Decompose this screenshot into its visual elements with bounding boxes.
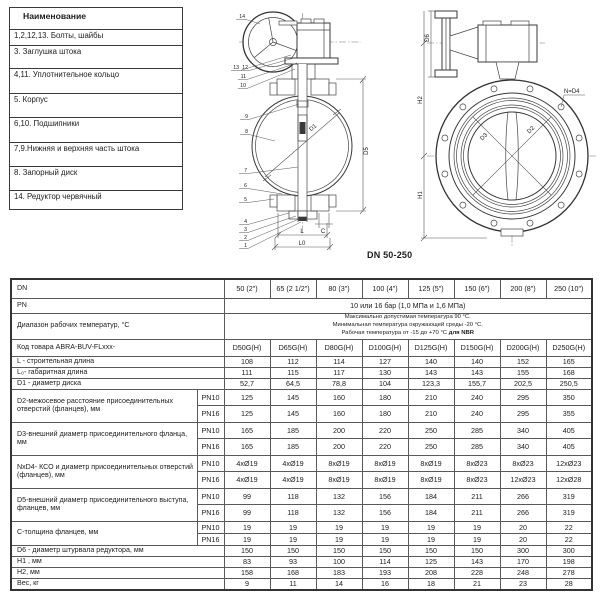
- spec-value: 184: [408, 505, 454, 522]
- spec-row: [11, 578, 592, 590]
- dn-label: DN: [11, 279, 224, 298]
- spec-value: 19: [316, 533, 362, 545]
- legend-item: 14. Редуктор червячный: [10, 191, 183, 210]
- part-label: 13: [233, 65, 239, 71]
- spec-value: 143: [408, 367, 454, 378]
- spec-row-label: Вес, кг: [11, 578, 224, 590]
- legend-item: 5. Корпус: [10, 94, 183, 118]
- valve-stem: [297, 64, 308, 222]
- pn-cell: PN10: [197, 521, 224, 533]
- spec-value: 168: [270, 567, 316, 578]
- spec-value: 240: [454, 389, 500, 406]
- spec-value: 125: [224, 406, 270, 423]
- spec-value: D150G(H): [454, 339, 500, 356]
- dim-label-nd4: N=D4: [564, 89, 580, 95]
- legend-item: 7,9.Нижняя и верхняя часть штока: [10, 143, 183, 167]
- spec-value: 115: [270, 367, 316, 378]
- spec-value: 22: [546, 521, 592, 533]
- dn-row: [11, 279, 592, 298]
- spec-value: 28: [546, 578, 592, 590]
- spec-row-label: Код товара ABRA-BUV-FLxxx-: [11, 339, 224, 356]
- spec-value: 8xØ23: [454, 472, 500, 489]
- spec-value: 9: [224, 578, 270, 590]
- spec-value: 8xØ19: [362, 472, 408, 489]
- dn-value: 80 (3"): [316, 279, 362, 298]
- spec-value: 140: [454, 356, 500, 367]
- spec-value: 248: [500, 567, 546, 578]
- spec-value: 64,5: [270, 378, 316, 389]
- part-label: 3: [244, 227, 247, 233]
- spec-value: 93: [270, 556, 316, 567]
- spec-value: 11: [270, 578, 316, 590]
- dn-value: 125 (5"): [408, 279, 454, 298]
- spec-value: 210: [408, 406, 454, 423]
- spec-value: 19: [454, 533, 500, 545]
- spec-row: [11, 455, 592, 472]
- spec-value: D80G(H): [316, 339, 362, 356]
- temperature-label: Диапазон рабочих температур, °C: [11, 313, 224, 339]
- spec-value: 127: [362, 356, 408, 367]
- dim-label-h1: H1: [418, 191, 424, 199]
- spec-table-body: [11, 339, 592, 590]
- front-view-drawing: [415, 5, 600, 250]
- spec-row-label: L₀- габаритная длина: [11, 367, 224, 378]
- legend-row: [10, 69, 183, 94]
- spec-value: 114: [362, 556, 408, 567]
- spec-value: 12xØ23: [500, 472, 546, 489]
- spec-value: 202,5: [500, 378, 546, 389]
- spec-value: 8xØ19: [316, 472, 362, 489]
- spec-value: 278: [546, 567, 592, 578]
- spec-value: 111: [224, 367, 270, 378]
- spec-value: 4xØ19: [224, 455, 270, 472]
- dn-value: 250 (10"): [546, 279, 592, 298]
- dn-value: 65 (2 1/2"): [270, 279, 316, 298]
- legend-row: [10, 46, 183, 69]
- pn-row: [11, 298, 592, 313]
- spec-row-label: NxD4- КСО и диаметр присоединительных отверстий (фланцев), мм: [11, 455, 197, 488]
- spec-row-label: C-толщина фланцев, мм: [11, 521, 197, 545]
- spec-value: 83: [224, 556, 270, 567]
- part-label: 6: [244, 183, 247, 189]
- pn-cell: PN16: [197, 472, 224, 489]
- spec-table: [10, 278, 593, 591]
- temperature-value: [224, 313, 592, 339]
- pn-cell: PN16: [197, 533, 224, 545]
- spec-value: 19: [270, 521, 316, 533]
- spec-row-label: L - строительная длина: [11, 356, 224, 367]
- side-view-drawing: [215, 5, 420, 265]
- spec-value: 350: [546, 389, 592, 406]
- spec-value: 168: [546, 367, 592, 378]
- spec-value: 220: [362, 422, 408, 439]
- spec-value: 295: [500, 406, 546, 423]
- dim-label-c: C: [320, 229, 326, 235]
- spec-value: 125: [408, 556, 454, 567]
- spec-value: 184: [408, 488, 454, 505]
- spec-value: 355: [546, 406, 592, 423]
- spec-value: 150: [454, 545, 500, 556]
- legend-item: 8. Запорный диск: [10, 167, 183, 191]
- spec-value: D65G(H): [270, 339, 316, 356]
- part-label: 11: [240, 74, 246, 80]
- spec-row: [11, 356, 592, 367]
- spec-value: 20: [500, 521, 546, 533]
- spec-value: D250G(H): [546, 339, 592, 356]
- spec-value: 150: [316, 545, 362, 556]
- spec-value: 143: [454, 556, 500, 567]
- part-label: 7: [244, 168, 247, 174]
- spec-value: 130: [362, 367, 408, 378]
- spec-value: 340: [500, 422, 546, 439]
- pn-cell: PN16: [197, 505, 224, 522]
- pn-cell: PN16: [197, 439, 224, 456]
- spec-value: 12xØ28: [546, 472, 592, 489]
- spec-row: [11, 567, 592, 578]
- dim-label-h2: H2: [418, 96, 424, 104]
- spec-value: 117: [316, 367, 362, 378]
- valve-body-front: [436, 80, 588, 236]
- pn-cell: PN10: [197, 422, 224, 439]
- spec-value: 405: [546, 439, 592, 456]
- spec-value: 198: [546, 556, 592, 567]
- spec-value: 266: [500, 505, 546, 522]
- spec-value: 285: [454, 439, 500, 456]
- spec-value: D200G(H): [500, 339, 546, 356]
- spec-value: 132: [316, 505, 362, 522]
- spec-value: 200: [316, 439, 362, 456]
- part-label: 5: [244, 197, 247, 203]
- spec-value: 140: [408, 356, 454, 367]
- spec-value: 4xØ19: [224, 472, 270, 489]
- spec-value: 220: [362, 439, 408, 456]
- spec-value: 19: [408, 521, 454, 533]
- spec-row: [11, 339, 592, 356]
- dn-value: 50 (2"): [224, 279, 270, 298]
- part-label: 12: [242, 65, 248, 71]
- spec-value: 108: [224, 356, 270, 367]
- pn-cell: PN10: [197, 455, 224, 472]
- spec-value: 52,7: [224, 378, 270, 389]
- legend-row: [10, 191, 183, 210]
- spec-value: 145: [270, 389, 316, 406]
- spec-value: 19: [454, 521, 500, 533]
- spec-row-label: D2-межосевое расстояние присоединительных отверстий (фланцев), мм: [11, 389, 197, 422]
- spec-value: 183: [316, 567, 362, 578]
- spec-value: 165: [546, 356, 592, 367]
- dimension-d6: [425, 11, 436, 77]
- legend-item: 4,11. Уплотнительное кольцо: [10, 69, 183, 94]
- legend-row: [10, 94, 183, 118]
- spec-value: 118: [270, 488, 316, 505]
- spec-value: 132: [316, 488, 362, 505]
- part-label: 1: [244, 243, 247, 249]
- dim-label-d2: D2: [526, 125, 537, 136]
- spec-value: 156: [362, 488, 408, 505]
- spec-value: 405: [546, 422, 592, 439]
- spec-value: 250: [408, 422, 454, 439]
- legend-row: [10, 167, 183, 191]
- pn-label: PN: [11, 298, 224, 313]
- spec-value: 150: [270, 545, 316, 556]
- dim-label-d1: D1: [308, 123, 319, 134]
- spec-value: 19: [270, 533, 316, 545]
- spec-value: 185: [270, 422, 316, 439]
- legend-row: [10, 143, 183, 167]
- spec-value: 200: [316, 422, 362, 439]
- spec-value: 180: [362, 389, 408, 406]
- spec-value: 250,5: [546, 378, 592, 389]
- spec-value: 193: [362, 567, 408, 578]
- legend-item: 3. Заглушка штока: [10, 46, 183, 69]
- parts-legend-table: [9, 7, 183, 210]
- spec-value: 228: [454, 567, 500, 578]
- dim-label-l0: L0: [298, 241, 306, 247]
- pn-value: 10 или 16 бар (1,0 МПа и 1,6 МПа): [224, 298, 592, 313]
- spec-value: 300: [546, 545, 592, 556]
- spec-value: 8xØ19: [408, 472, 454, 489]
- spec-value: 118: [270, 505, 316, 522]
- spec-value: 4xØ19: [270, 455, 316, 472]
- spec-value: 20: [500, 533, 546, 545]
- spec-value: 155,7: [454, 378, 500, 389]
- temp-line: Минимальная температура окружающей среды -20 °C.: [332, 322, 483, 329]
- spec-row: [11, 488, 592, 505]
- spec-value: 8xØ19: [362, 455, 408, 472]
- spec-value: 208: [408, 567, 454, 578]
- spec-value: 185: [270, 439, 316, 456]
- temperature-row: [11, 313, 592, 339]
- spec-value: 150: [408, 545, 454, 556]
- legend-row: [10, 118, 183, 143]
- spec-value: 340: [500, 439, 546, 456]
- spec-value: D50G(H): [224, 339, 270, 356]
- spec-value: 19: [408, 533, 454, 545]
- dim-label-d5: D5: [364, 147, 370, 155]
- spec-value: 8xØ23: [454, 455, 500, 472]
- legend-row: [10, 30, 183, 46]
- spec-value: 160: [316, 406, 362, 423]
- dn-value: 100 (4"): [362, 279, 408, 298]
- spec-value: 14: [316, 578, 362, 590]
- spec-value: 152: [500, 356, 546, 367]
- legend-item: 1,2,12,13. Болты, шайбы: [10, 30, 183, 46]
- spec-row-label: H1 , мм: [11, 556, 224, 567]
- spec-value: 100: [316, 556, 362, 567]
- handwheel-edge: [435, 11, 478, 77]
- legend-item: 6,10. Подшипники: [10, 118, 183, 143]
- spec-row-label: D1 - диаметр диска: [11, 378, 224, 389]
- spec-value: 143: [454, 367, 500, 378]
- spec-row: [11, 378, 592, 389]
- dim-label-d6: D6: [425, 34, 431, 42]
- dimension-l0: [272, 238, 333, 250]
- spec-value: 145: [270, 406, 316, 423]
- pn-cell: PN10: [197, 488, 224, 505]
- spec-value: 16: [362, 578, 408, 590]
- spec-value: 22: [546, 533, 592, 545]
- spec-value: 150: [362, 545, 408, 556]
- legend-header-row: [10, 8, 183, 30]
- spec-value: 319: [546, 505, 592, 522]
- spec-value: 295: [500, 389, 546, 406]
- temp-line: Рабочая температура от -15 до +70 °C для NBR: [341, 329, 475, 336]
- spec-value: 19: [362, 533, 408, 545]
- spec-value: 12xØ23: [546, 455, 592, 472]
- spec-value: 319: [546, 488, 592, 505]
- part-label: 4: [244, 219, 247, 225]
- part-label: 2: [244, 235, 247, 241]
- spec-row-label: D6 - диаметр штурвала редуктора, мм: [11, 545, 224, 556]
- spec-value: 266: [500, 488, 546, 505]
- spec-value: 8xØ19: [408, 455, 454, 472]
- spec-value: 155: [500, 367, 546, 378]
- spec-value: 114: [316, 356, 362, 367]
- spec-row: [11, 367, 592, 378]
- spec-value: 78,8: [316, 378, 362, 389]
- spec-value: 160: [316, 389, 362, 406]
- spec-row-label: H2, мм: [11, 567, 224, 578]
- spec-value: 165: [224, 422, 270, 439]
- spec-value: 19: [316, 521, 362, 533]
- part-label: 14: [239, 14, 245, 20]
- spec-row-label: D5-внешний диаметр присоединительного выступа, фланцев, мм: [11, 488, 197, 521]
- pn-cell: PN10: [197, 389, 224, 406]
- spec-value: 8xØ19: [316, 455, 362, 472]
- spec-value: 99: [224, 505, 270, 522]
- gearbox-front: [478, 21, 537, 79]
- dim-label-l: L: [300, 229, 304, 235]
- spec-value: 240: [454, 406, 500, 423]
- spec-value: 210: [408, 389, 454, 406]
- spec-value: 123,3: [408, 378, 454, 389]
- spec-row-label: D3-внешний диаметр присоединительного фланца, мм: [11, 422, 197, 455]
- spec-value: 4xØ19: [270, 472, 316, 489]
- spec-value: 250: [408, 439, 454, 456]
- spec-row: [11, 422, 592, 439]
- spec-value: D125G(H): [408, 339, 454, 356]
- spec-row: [11, 556, 592, 567]
- spec-value: 158: [224, 567, 270, 578]
- spec-value: 99: [224, 488, 270, 505]
- spec-value: 150: [224, 545, 270, 556]
- spec-value: 23: [500, 578, 546, 590]
- spec-value: 180: [362, 406, 408, 423]
- spec-value: 18: [408, 578, 454, 590]
- part-label: 8: [245, 129, 248, 135]
- spec-value: D100G(H): [362, 339, 408, 356]
- spec-value: 19: [362, 521, 408, 533]
- spec-value: 170: [500, 556, 546, 567]
- spec-value: 300: [500, 545, 546, 556]
- spec-value: 19: [224, 521, 270, 533]
- legend-header: Наименование: [10, 8, 183, 30]
- spec-value: 156: [362, 505, 408, 522]
- spec-row: [11, 545, 592, 556]
- spec-value: 104: [362, 378, 408, 389]
- temp-line: Максимально допустимая температура 90 °C.: [344, 314, 471, 321]
- pn-cell: PN16: [197, 406, 224, 423]
- dn-value: 200 (8"): [500, 279, 546, 298]
- spec-value: 19: [224, 533, 270, 545]
- spec-value: 165: [224, 439, 270, 456]
- dim-label-d3: D3: [479, 132, 490, 143]
- spec-value: 285: [454, 422, 500, 439]
- spec-row: [11, 521, 592, 533]
- spec-value: 112: [270, 356, 316, 367]
- spec-value: 125: [224, 389, 270, 406]
- dn-value: 150 (6"): [454, 279, 500, 298]
- spec-value: 211: [454, 505, 500, 522]
- part-label: 10: [240, 83, 246, 89]
- spec-value: 8xØ23: [500, 455, 546, 472]
- dimension-c: [315, 213, 333, 235]
- spec-value: 21: [454, 578, 500, 590]
- spec-row: [11, 389, 592, 406]
- part-label: 9: [245, 114, 248, 120]
- spec-value: 211: [454, 488, 500, 505]
- drawing-caption: DN 50-250: [367, 250, 413, 260]
